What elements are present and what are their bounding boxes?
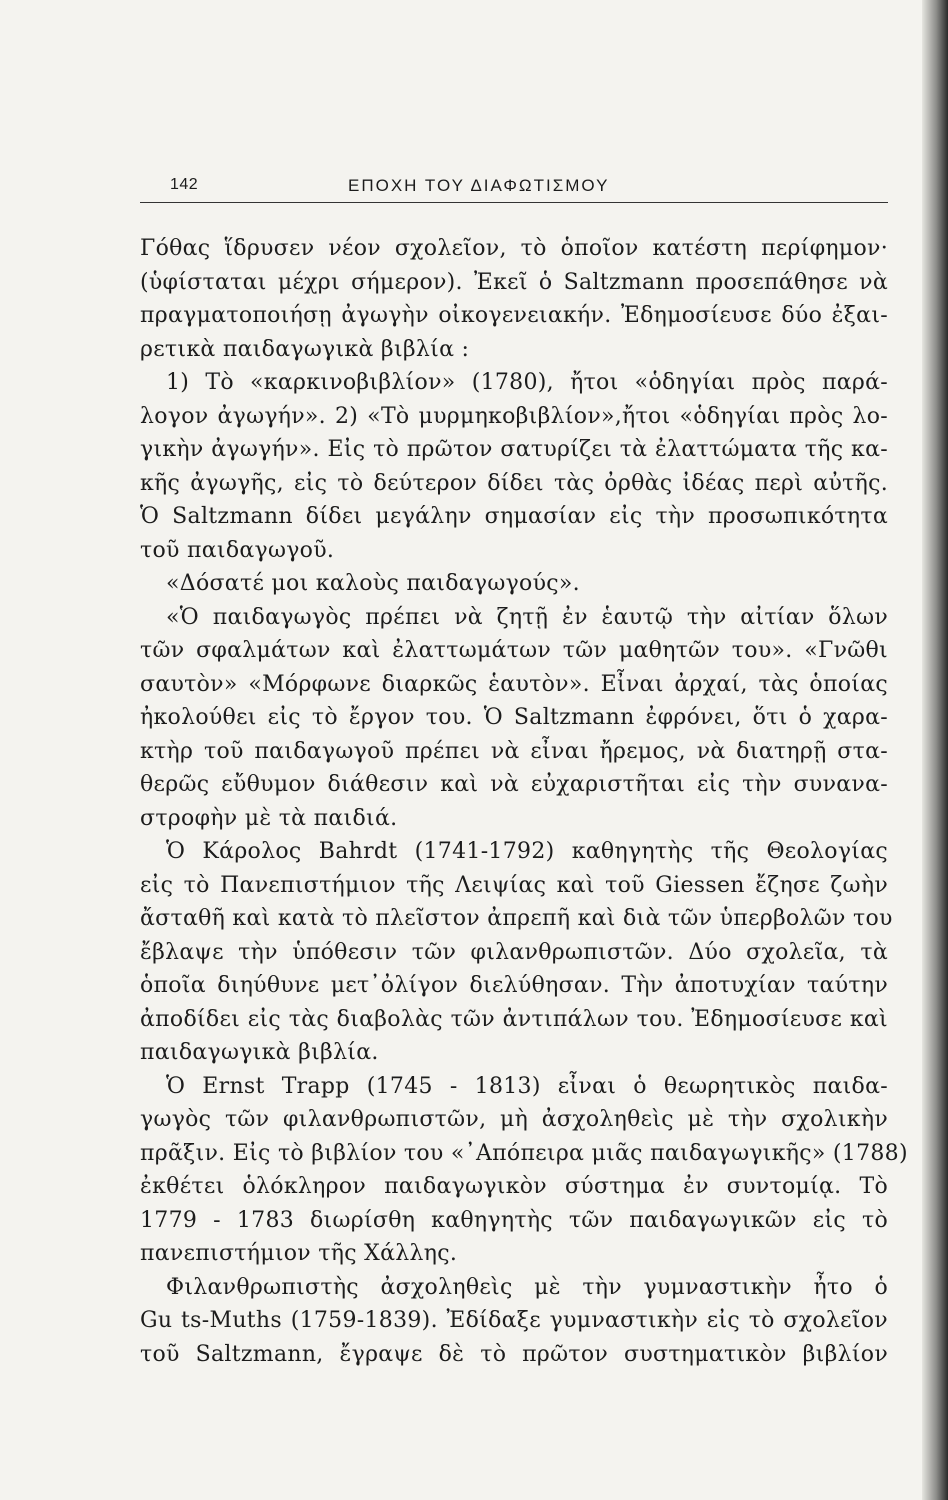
text-line: παιδαγωγικὰ βιβλία. [140,1040,379,1065]
text-line: ἀποδίδει εἰς τὰς διαβολὰς τῶν ἀντιπάλων του. Ἐδημοσίευσε καὶ [140,1006,888,1032]
text-line: 1779 - 1783 διωρίσθη καθηγητὴς τῶν παιδαγωγικῶν εἰς τὸ [140,1207,888,1233]
text-line: (ὑφίσταται μέχρι σήμερον). Ἐκεῖ ὁ Saltzmann προσεπάθησε νὰ [140,269,888,295]
text-line: εἰς τὸ Πανεπιστήμιον τῆς Λειψίας καὶ τοῦ Giessen ἔζησε ζωὴν [140,872,888,898]
running-title: ΕΠΟΧΗ ΤΟΥ ΔΙΑΦΩΤΙΣΜΟΥ [348,176,610,195]
text-line: Ὁ Κάρολος Bahrdt (1741-1792) καθηγητὴς τῆς Θεολογίας [166,839,888,864]
text-line: τοῦ παιδαγωγοῦ. [140,537,335,563]
text-line: κτὴρ τοῦ παιδαγωγοῦ πρέπει νὰ εἶναι ἤρεμος, νὰ διατηρῇ στα- [140,738,888,764]
text-line: γωγὸς τῶν φιλανθρωπιστῶν, μὴ ἀσχοληθεὶς μὲ τὴν σχολικὴν [140,1107,888,1132]
text-line: ἠκολούθει εἰς τὸ ἔργον του. Ὁ Saltzmann ἐφρόνει, ὅτι ὁ χαρα- [140,705,888,730]
text-line: ρετικὰ παιδαγωγικὰ βιβλία : [140,336,470,362]
text-line: «Ὁ παιδαγωγὸς πρέπει νὰ ζητῇ ἐν ἑαυτῷ τὴν αἰτίαν ὅλων [166,604,888,630]
text-line: Γόθας ἵδρυσεν νέον σχολεῖον, τὸ ὁποῖον κατέστη περίφημον· [140,236,888,261]
body-text [140,232,908,1371]
text-line: θερῶς εὔθυμον διάθεσιν καὶ νὰ εὐχαριστῆται εἰς τὴν συνανα- [140,772,888,797]
text-line: τῶν σφαλμάτων καὶ ἐλαττωμάτων τῶν μαθητῶν του». «Γνῶθι [140,638,888,663]
text-line: τοῦ Saltzmann, ἔγραψε δὲ τὸ πρῶτον συστηματικὸν βιβλίον [140,1341,888,1367]
text-line: σαυτὸν» «Μόρφωνε διαρκῶς ἑαυτὸν». Εἶναι ἀρχαί, τὰς ὁποίας [140,671,888,697]
text-line: πραγματοποιήσῃ ἀγωγὴν οἰκογενειακήν. Ἐδημοσίευσε δύο ἐξαι- [140,303,888,328]
text-line: ὁποῖα διηύθυνε μετ᾽ὀλίγον διελύθησαν. Τὴν ἀποτυχίαν ταύτην [140,973,888,998]
text-line: «Δόσατέ μοι καλοὺς παιδαγωγούς». [166,571,580,596]
page-number: 142 [170,176,199,193]
text-line: Ὁ Saltzmann δίδει μεγάλην σημασίαν εἰς τὴν προσωπικότητα [140,504,888,529]
text-line: Φιλανθρωπιστὴς ἀσχοληθεὶς μὲ τὴν γυμναστικὴν ἦτο ὁ [166,1274,888,1300]
text-line: κῆς ἀγωγῆς, εἰς τὸ δεύτερον δίδει τὰς ὀρθὰς ἰδέας περὶ αὐτῆς. [140,470,888,496]
text-line: στροφὴν μὲ τὰ παιδιά. [140,805,398,831]
text-line: Gu ts-Muths (1759-1839). Ἐδίδαξε γυμναστικὴν εἰς τὸ σχολεῖον [140,1308,888,1333]
text-line: γικὴν ἀγωγήν». Εἰς τὸ πρῶτον σατυρίζει τὰ ἐλαττώματα τῆς κα- [140,437,888,462]
text-line: λογον ἀγωγήν». 2) «Τὸ μυρμηκοβιβλίον»,ἤτοι «ὁδηγίαι πρὸς λο- [140,403,888,429]
text-line: ἄσταθῆ καὶ κατὰ τὸ πλεῖστον ἀπρεπῆ καὶ διὰ τῶν ὑπερβολῶν του [140,906,893,931]
page-edge-shadow [922,0,948,1500]
text-line: Ὁ Ernst Trapp (1745 - 1813) εἶναι ὁ θεωρητικὸς παιδα- [166,1073,888,1099]
text-line: πανεπιστήμιον τῆς Χάλλης. [140,1241,458,1266]
text-line: ἔβλαψε τὴν ὑπόθεσιν τῶν φιλανθρωπιστῶν. Δύο σχολεῖα, τὰ [140,939,888,965]
page-header [140,176,888,203]
text-line: πρᾶξιν. Εἰς τὸ βιβλίον του «᾽Απόπειρα μιᾶς παιδαγωγικῆς» (1788) [140,1140,908,1166]
text-line: 1) Τὸ «καρκινοβιβλίον» (1780), ἤτοι «ὁδηγίαι πρὸς παρά- [166,370,888,395]
text-line: ἐκθέτει ὁλόκληρον παιδαγωγικὸν σύστημα ἐν συντομίᾳ. Τὸ [140,1174,888,1199]
